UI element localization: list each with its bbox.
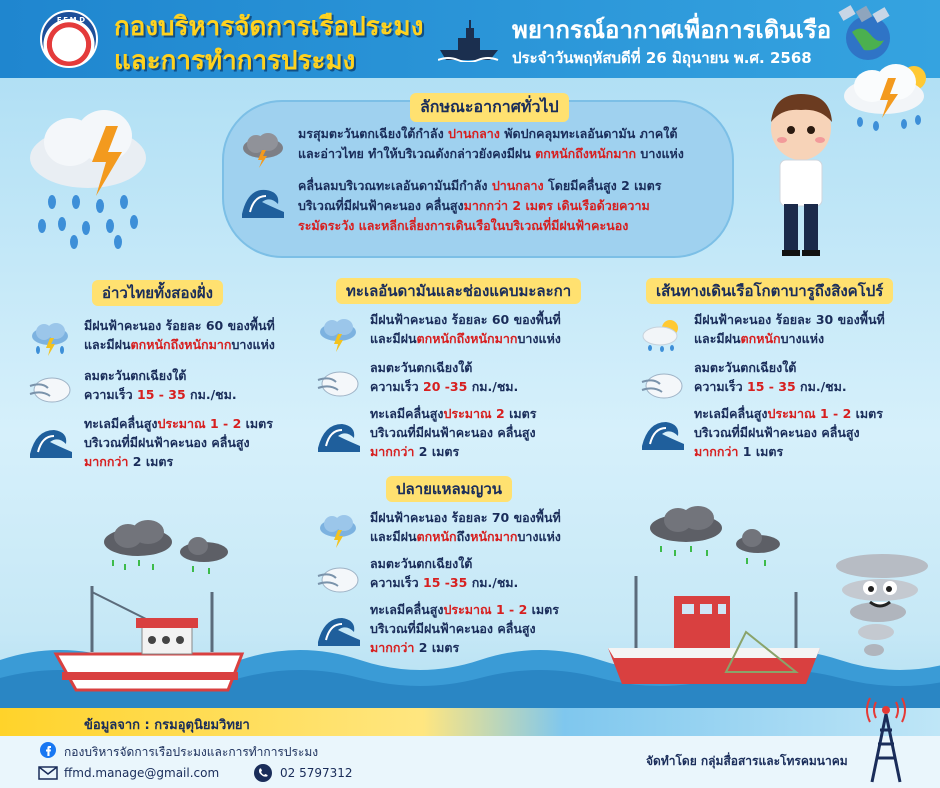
text-segment: ทะเลมีคลื่นสูง	[694, 406, 768, 421]
text-segment: มีฝนฟ้าคะนอง ร้อยละ 30 ของพื้นที่	[694, 312, 885, 327]
text-segment: ความเร็ว	[694, 379, 747, 394]
general-weather-title: ลักษณะอากาศทั่วไป	[410, 93, 569, 122]
gulf-rain-text	[84, 316, 314, 354]
highlight-segment: ประมาณ 1 - 2	[443, 602, 528, 617]
org-name-line2: และการทำการประมง	[114, 46, 356, 76]
text-segment: เมตร	[241, 416, 273, 431]
highlight-segment: ตกหนัก	[740, 331, 781, 346]
text-segment: บริเวณที่มีฝนฟ้าคะนอง คลื่นสูง	[694, 425, 860, 440]
cape-wind-text	[370, 554, 600, 592]
mail-icon[interactable]	[38, 766, 58, 780]
dark-storm-clouds-right	[646, 506, 786, 570]
text-segment: บางแห่ง	[636, 146, 684, 161]
highlight-segment: มากกว่า	[694, 444, 739, 459]
highlight-segment: ปานกลาง	[448, 126, 500, 141]
storm-cloud-icon	[28, 322, 74, 356]
general-paragraph-2	[298, 176, 718, 236]
phone-number[interactable]: 02 5797312	[280, 766, 353, 780]
wave-icon	[28, 424, 74, 458]
forecast-title: พยากรณ์อากาศเพื่อการเดินเรือ	[512, 16, 832, 44]
section-title-gulf: อ่าวไทยทั้งสองฝั่ง	[92, 280, 223, 306]
antenna-icon	[858, 694, 914, 784]
text-segment: พัดปกคลุมทะเลอันดามัน ภาคใต้	[499, 126, 678, 141]
wind-icon	[640, 368, 686, 402]
fishing-boat-left	[52, 582, 248, 702]
text-segment: กม./ชม.	[185, 387, 237, 402]
highlight-segment: ประมาณ 1 - 2	[157, 416, 242, 431]
text-segment: ความเร็ว	[370, 379, 423, 394]
facebook-link[interactable]: กองบริหารจัดการเรือประมงและการทำการประมง	[64, 745, 319, 759]
highlight-segment: ตกหนักถึงหนักมาก	[535, 146, 637, 161]
text-segment: ความเร็ว	[84, 387, 137, 402]
ffmd-logo	[40, 10, 98, 68]
highlight-segment: ตกหนักถึงหนักมาก	[416, 331, 518, 346]
text-segment: ถึง	[456, 529, 471, 544]
text-segment: 1 เมตร	[738, 444, 784, 459]
wind-icon	[28, 372, 74, 406]
highlight-segment: ระมัดระวัง และหลีกเลี่ยงการเดินเรือในบริเวณที่มีฝนฟ้าคะนอง	[298, 218, 629, 233]
text-segment: ทะเลมีคลื่นสูง	[84, 416, 158, 431]
andaman-wave-text	[370, 404, 600, 461]
highlight-segment: ประมาณ 2	[443, 406, 505, 421]
text-segment: และมีฝน	[694, 331, 741, 346]
text-segment: เมตร	[851, 406, 883, 421]
highlight-segment: ปานกลาง	[491, 178, 544, 193]
section-title-andaman: ทะเลอันดามันและช่องแคบมะละกา	[336, 278, 581, 304]
satellite-globe-icon	[834, 4, 898, 64]
text-segment: 2 เมตร	[414, 640, 460, 655]
storm-cloud-icon	[316, 514, 362, 548]
sun-storm-cloud-icon	[840, 60, 936, 140]
text-segment: เมตร	[504, 406, 537, 421]
text-segment: กม./ชม.	[467, 379, 519, 394]
text-segment: ลมตะวันตกเฉียงใต้	[370, 556, 473, 571]
highlight-segment: ตกหนัก	[416, 529, 457, 544]
storm-cloud-icon	[240, 132, 286, 168]
text-segment: บริเวณที่มีฝนฟ้าคะนอง คลื่นสูง	[370, 425, 536, 440]
fishing-boat-right	[606, 572, 826, 690]
text-segment: 2 เมตร	[128, 454, 174, 469]
logo-text: F.F.M.D	[56, 16, 86, 24]
org-name-line1: กองบริหารจัดการเรือประมง	[114, 12, 424, 42]
gulf-wave-text	[84, 414, 314, 471]
text-segment: ทะเลมีคลื่นสูง	[370, 406, 444, 421]
text-segment: บางแห่ง	[780, 331, 825, 346]
patrol-boat-icon	[438, 20, 506, 62]
phone-icon[interactable]	[254, 764, 272, 782]
text-segment: มีฝนฟ้าคะนอง ร้อยละ 60 ของพื้นที่	[84, 318, 275, 333]
highlight-segment: 15 - 35	[137, 387, 186, 402]
highlight-segment: เดินเรือด้วยความ	[552, 198, 650, 213]
highlight-segment: มากกว่า	[370, 640, 415, 655]
highlight-segment: มากกว่า 2 เมตร	[463, 198, 553, 213]
text-segment: และมีฝน	[370, 529, 417, 544]
email-link[interactable]: ffmd.manage@gmail.com	[64, 766, 220, 780]
andaman-rain-text	[370, 310, 600, 348]
kota-rain-text	[694, 310, 924, 348]
text-segment: 2 เมตร	[414, 444, 460, 459]
text-segment: ความเร็ว	[370, 575, 423, 590]
facebook-icon[interactable]	[40, 742, 56, 758]
text-segment: บริเวณที่มีฝนฟ้าคะนอง คลื่นสูง	[298, 198, 464, 213]
wave-icon	[316, 418, 362, 452]
mascot-character	[764, 92, 838, 258]
data-source: ข้อมูลจาก : กรมอุตุนิยมวิทยา	[84, 718, 250, 733]
andaman-wind-text	[370, 358, 600, 396]
text-segment: ลมตะวันตกเฉียงใต้	[84, 368, 187, 383]
forecast-date: ประจำวันพฤหัสบดีที่ 26 มิถุนายน พ.ศ. 2568	[512, 49, 812, 67]
text-segment: และมีฝน	[84, 337, 131, 352]
dark-storm-clouds-left	[98, 520, 232, 580]
text-segment: บางแห่ง	[517, 529, 561, 544]
text-segment: เมตร	[527, 602, 559, 617]
text-segment: กม./ชม.	[795, 379, 847, 394]
text-segment: คลื่นลมบริเวณทะเลอันดามันมีกำลัง	[298, 178, 492, 193]
text-segment: บริเวณที่มีฝนฟ้าคะนอง คลื่นสูง	[84, 435, 250, 450]
text-segment: และอ่าวไทย ทำให้บริเวณดังกล่าวยังคงมีฝน	[298, 146, 536, 161]
produced-by: จัดทำโดย กลุ่มสื่อสารและโทรคมนาคม	[646, 754, 848, 768]
gulf-wind-text	[84, 366, 314, 404]
text-segment: ลมตะวันตกเฉียงใต้	[694, 360, 797, 375]
cape-rain-text	[370, 508, 600, 546]
text-segment: ทะเลมีคลื่นสูง	[370, 602, 444, 617]
text-segment: มรสุมตะวันตกเฉียงใต้กำลัง	[298, 126, 449, 141]
sun-cloud-icon	[640, 318, 686, 352]
text-segment: มีฝนฟ้าคะนอง ร้อยละ 60 ของพื้นที่	[370, 312, 561, 327]
wind-icon	[316, 366, 362, 400]
text-segment: บางแห่ง	[517, 331, 561, 346]
wave-icon	[240, 182, 286, 218]
text-segment: บางแห่ง	[231, 337, 275, 352]
tornado-character	[828, 552, 932, 672]
storm-cloud-icon	[316, 318, 362, 352]
text-segment: และมีฝน	[370, 331, 417, 346]
highlight-segment: ประมาณ 1 - 2	[767, 406, 852, 421]
kota-wave-text	[694, 404, 924, 461]
highlight-segment: ตกหนักถึงหนักมาก	[130, 337, 232, 352]
highlight-segment: 15 -35	[423, 575, 468, 590]
wave-icon	[640, 416, 686, 450]
highlight-segment: 15 - 35	[747, 379, 796, 394]
highlight-segment: มากกว่า	[370, 444, 415, 459]
general-paragraph-1	[298, 124, 718, 164]
highlight-segment: 20 -35	[423, 379, 468, 394]
storm-cloud-icon	[22, 102, 154, 250]
kota-wind-text	[694, 358, 924, 396]
highlight-segment: มากกว่า	[84, 454, 129, 469]
highlight-segment: หนักมาก	[470, 529, 518, 544]
text-segment: กม./ชม.	[467, 575, 519, 590]
text-segment: มีฝนฟ้าคะนอง ร้อยละ 70 ของพื้นที่	[370, 510, 561, 525]
text-segment: ลมตะวันตกเฉียงใต้	[370, 360, 473, 375]
wind-icon	[316, 562, 362, 596]
section-title-cape: ปลายแหลมญวน	[386, 476, 512, 502]
section-title-kota-bharu: เส้นทางเดินเรือโกตาบารูถึงสิงคโปร์	[646, 278, 893, 304]
text-segment: บริเวณที่มีฝนฟ้าคะนอง คลื่นสูง	[370, 621, 536, 636]
text-segment: โดยมีคลื่นสูง 2 เมตร	[543, 178, 662, 193]
